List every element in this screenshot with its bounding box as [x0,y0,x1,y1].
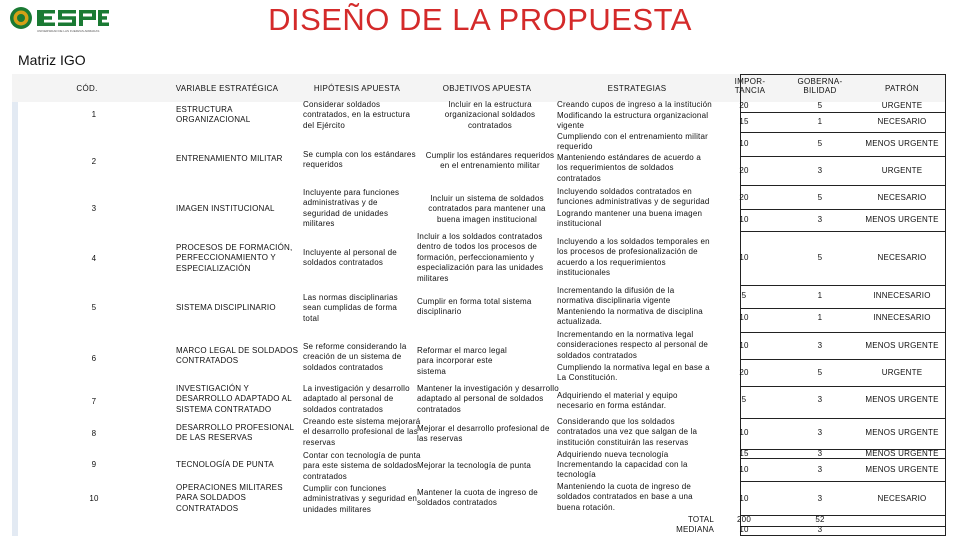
row-code: 1 [91,110,97,119]
gobernabilidad-value: 3 [817,494,823,503]
importancia-value: 10 [739,465,749,474]
variable-cell: DESARROLLO PROFESIONAL DE LAS RESERVAS [176,423,294,443]
gobernabilidad-value: 3 [817,428,823,437]
header-variable: VARIABLE ESTRATÉGICA [175,84,279,93]
gobernabilidad-value: 3 [817,341,823,350]
header-hipotesis: HIPÓTESIS APUESTA [313,84,401,93]
variable-cell: OPERACIONES MILITARES PARA SOLDADOS CONTRATADOS [176,483,283,513]
objetivo-cell: Mantener la investigación y desarrollo adaptado al personal de soldados contratados [417,384,559,414]
patron-value: MENOS URGENTE [865,465,939,474]
variable-cell: ENTRENAMIENTO MILITAR [176,154,283,163]
patron-value: NECESARIO [877,193,927,202]
row-divider [740,285,946,286]
variable-cell: PROCESOS DE FORMACIÓN, PERFECCIONAMIENTO Y ESPECIALIZACIÓN [176,243,293,273]
gobernabilidad-value: 3 [817,395,823,404]
gobernabilidad-value: 1 [817,291,823,300]
header-cod: CÓD. [76,84,98,93]
row-code: 10 [89,494,99,503]
importancia-value: 5 [741,291,747,300]
importancia-value: 15 [739,449,749,458]
estrategia-cell: Creando cupos de ingreso a la institución [557,100,712,109]
patron-value: URGENTE [881,368,923,377]
row-code: 7 [91,397,97,406]
patron-value: MENOS URGENTE [865,449,939,458]
estrategia-cell: Manteniendo la cuota de ingreso de soldados contratados en base a una buena rotación. [557,482,693,512]
gobernabilidad-value: 5 [817,139,823,148]
hipotesis-cell: Creando este sistema mejorará el desarrollo profesional de las reservas [303,417,421,447]
patron-value: MENOS URGENTE [865,139,939,148]
matrix-subtitle: Matriz IGO [18,52,86,68]
patron-value: MENOS URGENTE [865,215,939,224]
mediana-label: MEDIANA [676,525,714,534]
estrategia-cell: Manteniendo estándares de acuerdo a los requerimientos de soldados contratados [557,153,701,183]
variable-cell: ESTRUCTURA ORGANIZACIONAL [176,105,251,125]
variable-cell: SISTEMA DISCIPLINARIO [176,303,276,312]
row-divider [740,481,946,482]
patron-value: NECESARIO [877,117,927,126]
gobernabilidad-value: 5 [817,368,823,377]
variable-cell: IMAGEN INSTITUCIONAL [176,204,275,213]
estrategia-cell: Incluyendo a los soldados temporales en los procesos de profesionalización de acuerdo a los requerimientos institucionales [557,237,710,278]
importancia-value: 20 [739,101,749,110]
variable-cell: TECNOLOGÍA DE PUNTA [176,460,274,469]
gobernabilidad-value: 3 [817,215,823,224]
estrategia-cell: Logrando mantener una buena imagen institucional [557,209,703,229]
row-divider [740,209,946,210]
importancia-value: 15 [739,117,749,126]
importancia-value: 10 [739,341,749,350]
row-divider [740,332,946,333]
gobernabilidad-value: 3 [817,166,823,175]
total-gobernabilidad: 52 [815,515,825,524]
page-title: DISEÑO DE LA PROPUESTA [268,2,692,37]
patron-value: NECESARIO [877,494,927,503]
objetivo-cell: Mejorar la tecnología de punta [417,461,532,470]
logo-tagline: UNIVERSIDAD DE LAS FUERZAS ARMADAS [37,29,100,33]
header-importancia: IMPOR-TANCIA [734,77,766,95]
row-code: 6 [91,354,97,363]
hipotesis-cell: La investigación y desarrollo adaptado al personal de soldados contratados [303,384,410,414]
importancia-value: 10 [739,313,749,322]
estrategia-cell: Cumpliendo con el entrenamiento militar requerido [557,132,708,152]
estrategia-cell: Incrementando la capacidad con la tecnología [557,460,688,480]
row-divider [740,308,946,309]
patron-value: URGENTE [881,101,923,110]
row-divider [740,526,946,527]
hipotesis-cell: Contar con tecnología de punta para este sistema de soldados contratados [303,451,421,481]
header-patron: PATRÓN [885,84,919,93]
patron-value: MENOS URGENTE [865,395,939,404]
objetivo-cell: Mantener la cuota de ingreso de soldados contratados [417,488,538,508]
hipotesis-cell: Las normas disciplinarias sean cumplidas de forma total [303,293,398,323]
row-divider [740,156,946,157]
objetivo-cell: Incluir a los soldados contratados dentro de todos los procesos de formación, perfeccionamiento y especialización para las unidades militares [417,232,544,283]
row-divider [740,535,946,536]
header-objetivos: OBJETIVOS APUESTA [442,84,532,93]
row-code: 4 [91,254,97,263]
mediana-importancia: 10 [739,525,749,534]
importancia-value: 10 [739,215,749,224]
estrategia-cell: Incrementando la difusión de la normativa disciplinaria vigente [557,286,675,306]
row-code: 9 [91,460,97,469]
estrategia-cell: Incluyendo soldados contratados en funciones administrativas y de seguridad [557,187,710,207]
gobernabilidad-value: 3 [817,449,823,458]
hipotesis-cell: Incluyente al personal de soldados contratados [303,248,397,268]
mediana-gobernabilidad: 3 [817,525,823,534]
row-divider [740,74,946,75]
objetivo-cell: Mejorar el desarrollo profesional de las reservas [417,424,550,444]
patron-value: INNECESARIO [873,313,931,322]
hipotesis-cell: Cumplir con funciones administrativas y seguridad en unidades militares [303,484,418,514]
importancia-value: 20 [739,368,749,377]
patron-value: INNECESARIO [873,291,931,300]
estrategia-cell: Considerando que los soldados contratados una vez que salgan de la institución constituirán las reservas [557,417,698,447]
row-divider [740,359,946,360]
estrategia-cell: Cumpliendo la normativa legal en base a La Constitución. [557,363,710,383]
patron-value: MENOS URGENTE [865,341,939,350]
row-divider [740,185,946,186]
patron-value: NECESARIO [877,253,927,262]
importancia-value: 10 [739,253,749,262]
objetivo-cell: Cumplir los estándares requeridos en el entrenamiento militar [425,151,555,171]
hipotesis-cell: Se cumpla con los estándares requeridos [303,150,416,170]
variable-cell: INVESTIGACIÓN Y DESARROLLO ADAPTADO AL SISTEMA CONTRATADO [176,384,292,414]
estrategia-cell: Adquiriendo el material y equipo necesario en forma estándar. [557,391,678,411]
estrategia-cell: Adquiriendo nueva tecnología [557,450,669,459]
estrategia-cell: Modificando la estructura organizacional vigente [557,111,709,131]
importancia-value: 5 [741,395,747,404]
hipotesis-cell: Considerar soldados contratados, en la estructura del Ejército [303,100,411,130]
row-divider [740,132,946,133]
header-estrategias: ESTRATEGIAS [607,84,667,93]
gobernabilidad-value: 1 [817,117,823,126]
hipotesis-cell: Incluyente para funciones administrativas y de seguridad de unidades militares [303,188,400,229]
total-label: TOTAL [687,515,714,524]
row-code: 3 [91,204,97,213]
igo-matrix [12,74,946,536]
row-divider [740,386,946,387]
total-importancia: 200 [737,515,751,524]
gobernabilidad-value: 5 [817,101,823,110]
patron-value: URGENTE [881,166,923,175]
row-divider [740,231,946,232]
estrategia-cell: Incrementando en la normativa legal consideraciones respecto al personal de soldados contratados [557,330,708,360]
objetivo-cell: Incluir en la estructura organizacional soldados contratados [444,100,536,130]
gobernabilidad-value: 1 [817,313,823,322]
estrategia-cell: Manteniendo la normativa de disciplina actualizada. [557,307,703,327]
importancia-value: 10 [739,139,749,148]
importancia-value: 20 [739,166,749,175]
importancia-value: 20 [739,193,749,202]
left-accent-bar [12,102,18,536]
objetivo-cell: Reformar el marco legal para incorporar este sistema [417,346,507,376]
row-divider [740,112,946,113]
gobernabilidad-value: 5 [817,253,823,262]
row-divider [740,515,946,516]
row-divider [740,418,946,419]
variable-cell: MARCO LEGAL DE SOLDADOS CONTRATADOS [176,346,299,366]
hipotesis-cell: Se reforme considerando la creación de un sistema de soldados contratados [303,342,407,372]
gobernabilidad-value: 3 [817,465,823,474]
header-gobernabilidad: GOBERNA-BILIDAD [797,77,843,95]
objetivo-cell: Cumplir en forma total sistema disciplinario [417,297,532,317]
gobernabilidad-value: 5 [817,193,823,202]
row-code: 8 [91,429,97,438]
row-code: 5 [91,303,97,312]
patron-value: MENOS URGENTE [865,428,939,437]
objetivo-cell: Incluir un sistema de soldados contratados para mantener una buena imagen institucional [428,194,546,224]
importancia-value: 10 [739,494,749,503]
importancia-value: 10 [739,428,749,437]
row-code: 2 [91,157,97,166]
